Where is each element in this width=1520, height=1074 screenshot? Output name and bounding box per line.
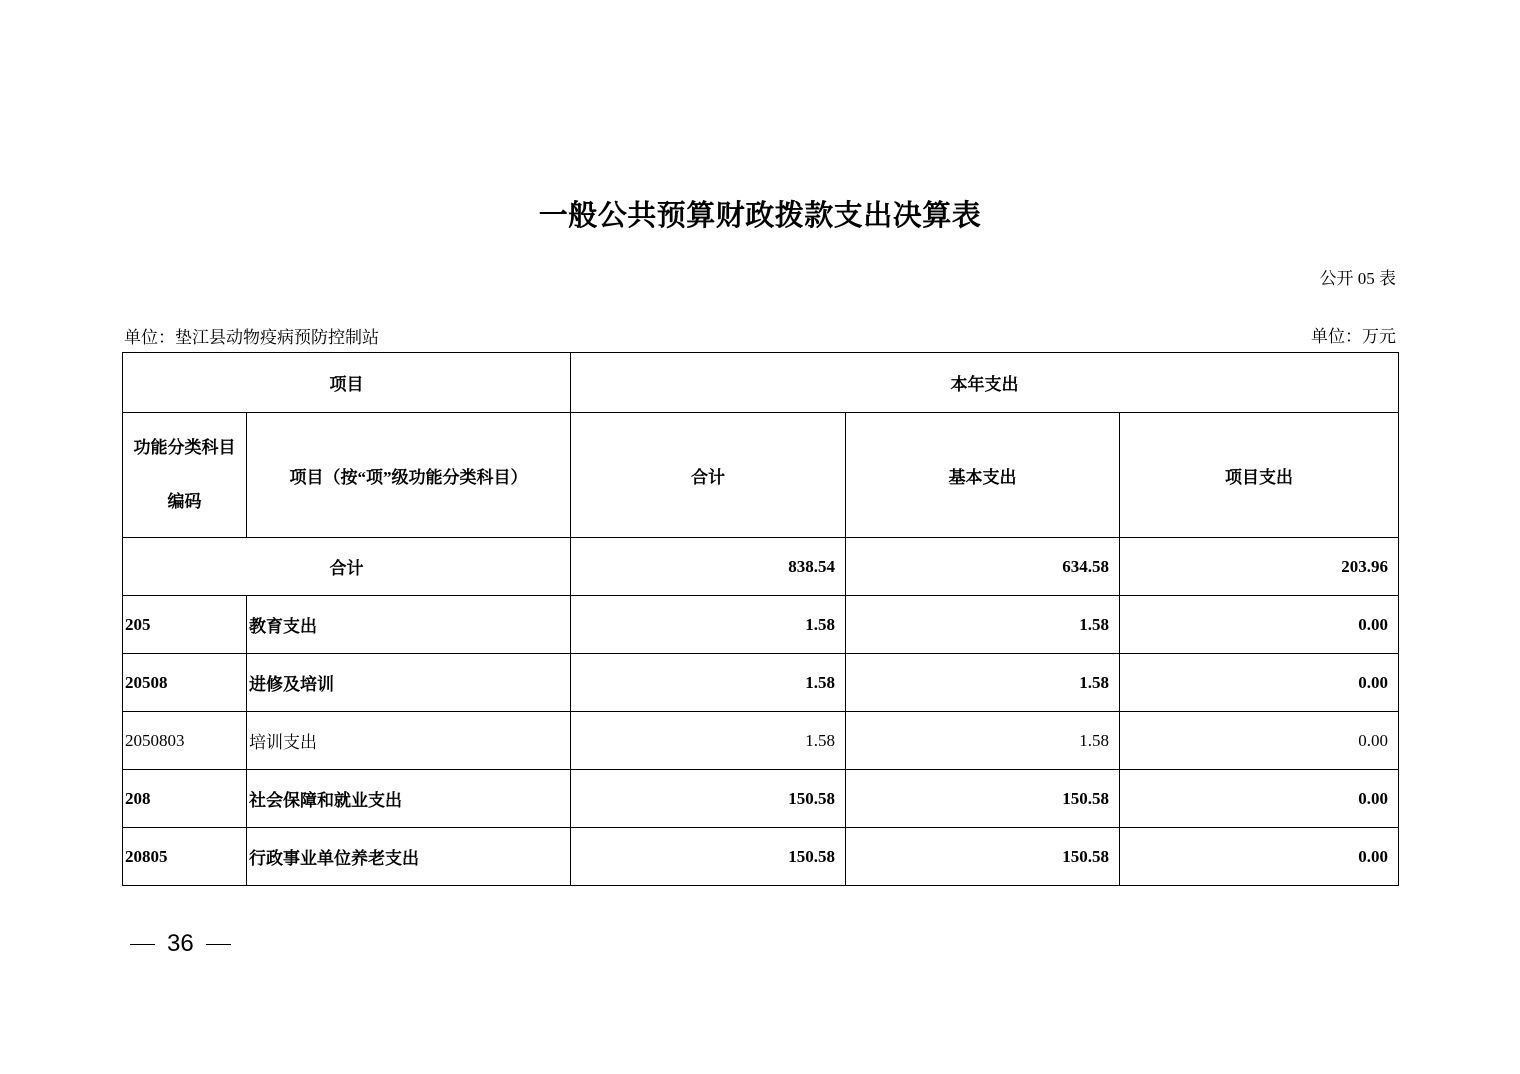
row-project: 0.00	[1120, 654, 1399, 712]
header-code	[123, 413, 247, 538]
page-number	[130, 930, 231, 958]
row-code: 20805	[123, 828, 247, 886]
row-name: 教育支出	[247, 596, 571, 654]
total-project: 203.96	[1120, 538, 1399, 596]
row-code: 2050803	[123, 712, 247, 770]
form-code: 公开 05 表	[1319, 269, 1396, 288]
header-basic: 基本支出	[846, 413, 1120, 538]
row-name: 行政事业单位养老支出	[247, 828, 571, 886]
total-basic: 634.58	[846, 538, 1120, 596]
row-project: 0.00	[1120, 770, 1399, 828]
total-row	[123, 538, 1399, 596]
row-total: 1.58	[571, 712, 846, 770]
total-sum: 838.54	[571, 538, 846, 596]
page-number-value: 36	[167, 930, 194, 957]
row-code: 208	[123, 770, 247, 828]
reporting-unit: 单位：垫江县动物疫病预防控制站	[124, 328, 379, 347]
header-code-line1: 功能分类科目	[133, 438, 236, 457]
page-number-dash-right	[206, 944, 231, 945]
row-name: 社会保障和就业支出	[247, 770, 571, 828]
row-basic: 150.58	[846, 770, 1120, 828]
table-row	[123, 828, 1399, 886]
expenditure-table	[122, 352, 1399, 886]
header-row-2	[123, 413, 1399, 538]
page-number-dash-left	[130, 944, 155, 945]
table-row	[123, 712, 1399, 770]
row-total: 1.58	[571, 654, 846, 712]
row-name: 进修及培训	[247, 654, 571, 712]
header-current-year: 本年支出	[571, 353, 1399, 413]
table-row	[123, 596, 1399, 654]
row-code: 20508	[123, 654, 247, 712]
row-total: 150.58	[571, 828, 846, 886]
row-project: 0.00	[1120, 596, 1399, 654]
header-project: 项目	[123, 353, 571, 413]
row-basic: 1.58	[846, 654, 1120, 712]
total-label: 合计	[123, 538, 571, 596]
table-row	[123, 654, 1399, 712]
row-total: 150.58	[571, 770, 846, 828]
table-row	[123, 770, 1399, 828]
row-basic: 150.58	[846, 828, 1120, 886]
row-basic: 1.58	[846, 596, 1120, 654]
header-row-1	[123, 353, 1399, 413]
row-code: 205	[123, 596, 247, 654]
header-project-spend: 项目支出	[1120, 413, 1399, 538]
header-code-line2: 编码	[167, 492, 202, 511]
currency-unit: 单位：万元	[1311, 327, 1396, 346]
row-total: 1.58	[571, 596, 846, 654]
row-basic: 1.58	[846, 712, 1120, 770]
header-item: 项目（按“项”级功能分类科目）	[247, 413, 571, 538]
header-total: 合计	[571, 413, 846, 538]
row-name: 培训支出	[247, 712, 571, 770]
row-project: 0.00	[1120, 828, 1399, 886]
page-title: 一般公共预算财政拨款支出决算表	[538, 200, 982, 232]
row-project: 0.00	[1120, 712, 1399, 770]
